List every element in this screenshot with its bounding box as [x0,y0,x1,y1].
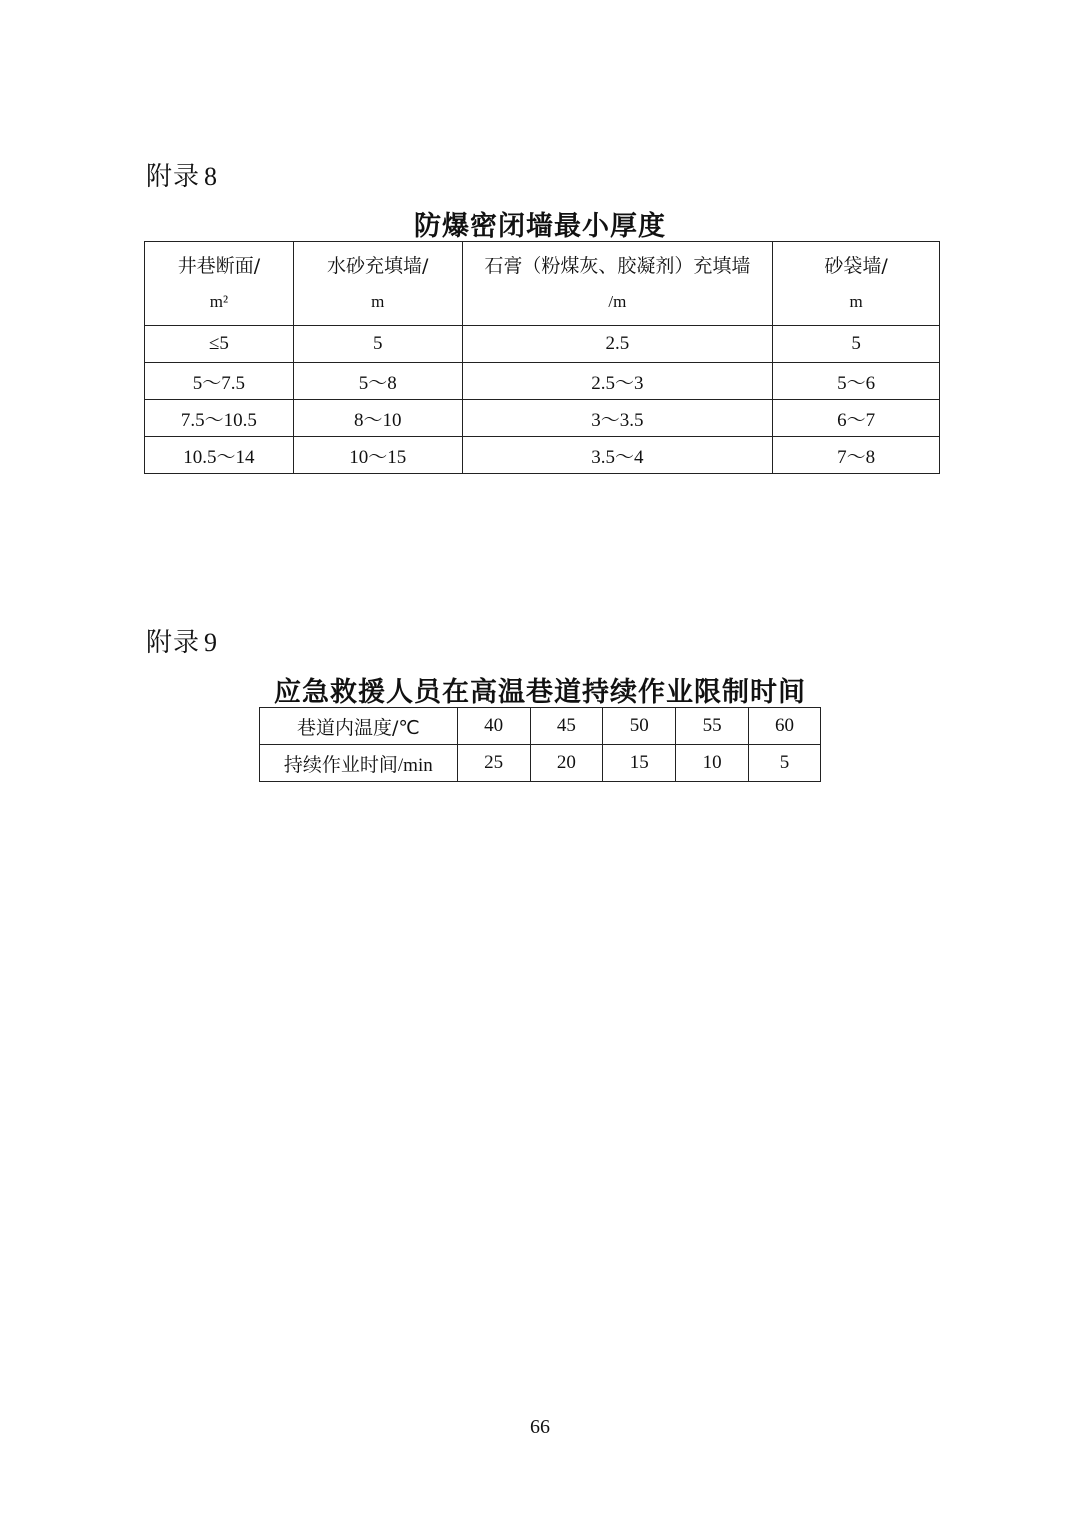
table-cell: 5 [773,326,940,363]
table-cell: 3.5～4 [462,437,773,474]
header-cell-section: 井巷断面/ m² [145,242,294,326]
table-row [145,326,940,363]
table-cell: 7.5～10.5 [145,400,294,437]
page-number: 66 [530,1416,550,1438]
table-cell: 2.5～3 [462,363,773,400]
table-cell: 8～10 [293,400,462,437]
wall-thickness-table [144,241,940,474]
table-cell: 10～15 [293,437,462,474]
table-cell: 2.5 [462,326,773,363]
table-cell: 50 [603,708,676,745]
table-cell: 60 [749,708,821,745]
work-time-limit-table [259,707,821,782]
work-time-label: 持续作业时间/min [260,745,458,782]
appendix-8-heading [146,156,218,193]
table-cell: 5 [749,745,821,782]
table-cell: 5～6 [773,363,940,400]
table-cell: 40 [457,708,530,745]
appendix-8-label: 附录 [146,162,201,192]
table-cell: 7～8 [773,437,940,474]
appendix-9-heading [146,622,218,659]
temperature-label: 巷道内温度/℃ [260,708,458,745]
header-cell-sandbag: 砂袋墙/ m [773,242,940,326]
table-cell: ≤5 [145,326,294,363]
header-cell-gypsum: 石膏（粉煤灰、胶凝剂）充填墙 /m [462,242,773,326]
appendix-9-title: 应急救援人员在高温巷道持续作业限制时间 [274,677,806,708]
table-header-row [145,242,940,326]
appendix-8-title: 防爆密闭墙最小厚度 [414,211,666,242]
table-row [145,437,940,474]
table-cell: 20 [530,745,603,782]
appendix-8-number: 8 [204,162,219,191]
appendix-9-label: 附录 [146,628,201,658]
table-row [145,400,940,437]
table-cell: 45 [530,708,603,745]
table-cell: 25 [457,745,530,782]
table-cell: 3～3.5 [462,400,773,437]
table-cell: 10 [676,745,749,782]
table-cell: 5 [293,326,462,363]
appendix-9-number: 9 [204,628,219,657]
table-cell: 55 [676,708,749,745]
table-cell: 10.5～14 [145,437,294,474]
table-row [145,363,940,400]
table-cell: 5～7.5 [145,363,294,400]
table-cell: 6～7 [773,400,940,437]
work-time-row [260,745,821,782]
table-cell: 15 [603,745,676,782]
table-cell: 5～8 [293,363,462,400]
header-cell-water-sand: 水砂充填墙/ m [293,242,462,326]
temperature-row [260,708,821,745]
